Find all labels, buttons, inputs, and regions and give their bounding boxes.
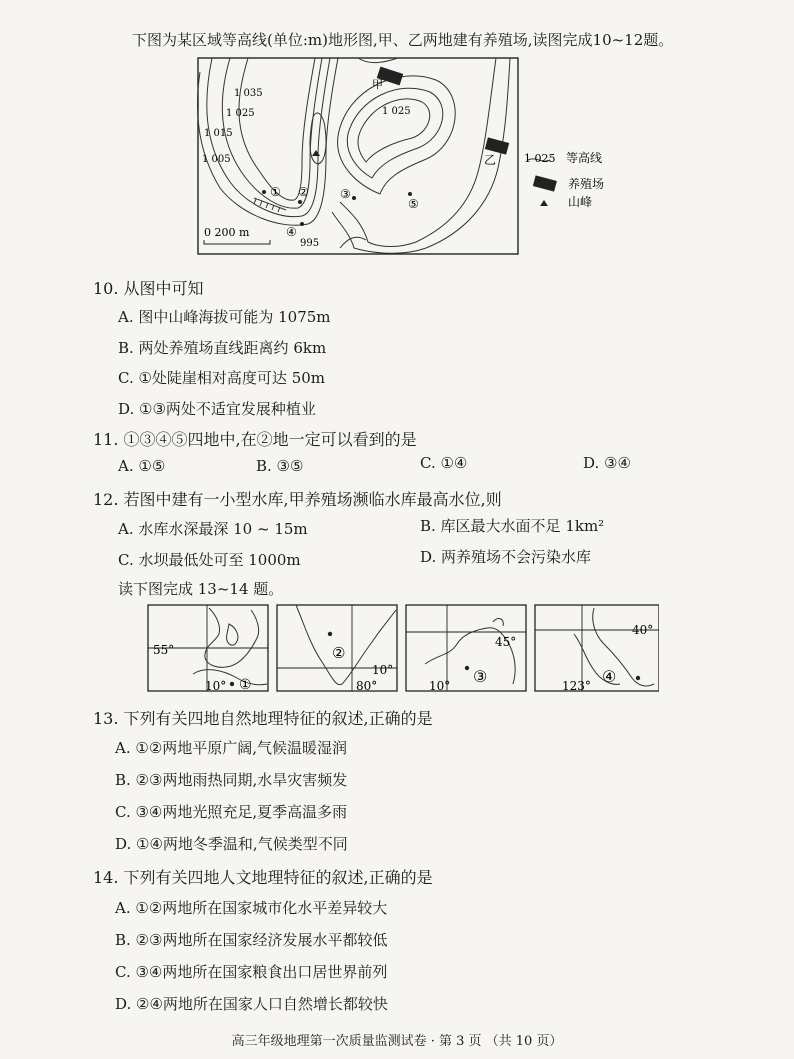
point-3: ③ xyxy=(340,187,351,201)
question-number: 12. xyxy=(93,490,119,509)
intro-text-2: 读下图完成 13~14 题。 xyxy=(118,580,284,598)
option-13-a: A. ①②两地平原广阔,气候温暖湿润 xyxy=(115,739,348,757)
question-12 xyxy=(93,487,502,510)
contour-label: 1 005 xyxy=(202,154,231,165)
option-13-d: D. ①④两地冬季温和,气候类型不同 xyxy=(115,835,348,853)
option-11-d: D. ③④ xyxy=(583,454,631,472)
point-2: ② xyxy=(298,185,309,199)
legend-farm-label: 养殖场 xyxy=(568,177,605,191)
option-12-d: D. 两养殖场不会污染水库 xyxy=(420,548,592,566)
map-1-lon: 10° xyxy=(205,679,227,693)
option-10-a: A. 图中山峰海拔可能为 1075m xyxy=(118,308,331,326)
option-14-d: D. ②④两地所在国家人口自然增长都较快 xyxy=(115,995,388,1013)
small-map-2 xyxy=(277,605,397,693)
scale-bar xyxy=(204,240,270,244)
question-stem: 下列有关四地自然地理特征的叙述,正确的是 xyxy=(123,709,433,728)
contour-line xyxy=(340,58,496,247)
map-2-lat: 10° xyxy=(372,663,394,677)
option-11-c: C. ①④ xyxy=(420,454,468,472)
option-14-a: A. ①②两地所在国家城市化水平差异较大 xyxy=(115,899,388,917)
legend-farm-icon xyxy=(533,175,557,191)
map-4-lon: 123° xyxy=(562,679,591,693)
small-map-4 xyxy=(535,605,659,693)
map-2-point: ② xyxy=(332,644,346,662)
question-number: 11. xyxy=(93,430,119,449)
contour-line xyxy=(338,76,456,194)
option-14-b: B. ②③两地所在国家经济发展水平都较低 xyxy=(115,931,388,949)
option-10-b: B. 两处养殖场直线距离约 6km xyxy=(118,339,327,357)
contour-label: 1 015 xyxy=(204,128,233,139)
question-stem: 若图中建有一小型水库,甲养殖场濒临水库最高水位,则 xyxy=(123,490,502,509)
intro-text: 下图为某区域等高线(单位:m)地形图,甲、乙两地建有养殖场,读图完成10~12题。 xyxy=(132,31,674,49)
map-3-point: ③ xyxy=(473,667,488,686)
point-1: ① xyxy=(270,185,281,199)
page-footer: 高三年级地理第一次质量监测试卷 · 第 3 页 （共 10 页） xyxy=(231,1034,563,1049)
legend-contour-value: 1 025 xyxy=(524,152,556,165)
option-10-d: D. ①③两处不适宜发展种植业 xyxy=(118,400,316,418)
option-12-b: B. 库区最大水面不足 1km² xyxy=(420,517,605,535)
small-map-1 xyxy=(148,605,268,693)
map-1-lat: 55° xyxy=(153,643,175,657)
contour-line xyxy=(347,88,442,178)
map-3-lat: 45° xyxy=(495,635,517,649)
option-11-a: A. ①⑤ xyxy=(118,457,166,475)
point-5: ⑤ xyxy=(408,197,419,211)
question-stem: ①③④⑤四地中,在②地一定可以看到的是 xyxy=(123,430,417,449)
option-13-b: B. ②③两地雨热同期,水旱灾害频发 xyxy=(115,771,348,789)
scale-label: 0 200 m xyxy=(204,226,250,239)
contour-label: 1 035 xyxy=(234,88,263,99)
peak-icon xyxy=(312,150,320,156)
map-4-lat: 40° xyxy=(632,623,654,637)
option-10-c: C. ①处陡崖相对高度可达 50m xyxy=(118,369,326,387)
question-number: 10. xyxy=(93,279,119,298)
map-3-lon: 10° xyxy=(429,679,451,693)
point-4: ④ xyxy=(286,225,297,239)
world-maps-row xyxy=(147,604,659,694)
question-number: 14. xyxy=(93,868,119,887)
contour-line xyxy=(197,58,338,225)
place-label-jia: 甲 xyxy=(372,78,383,91)
question-14 xyxy=(93,865,433,888)
contour-line xyxy=(239,58,315,200)
option-14-c: C. ③④两地所在国家粮食出口居世界前列 xyxy=(115,963,388,981)
contour-label: 1 025 xyxy=(382,106,411,117)
map-2-lon: 80° xyxy=(356,679,378,693)
contour-label: 1 025 xyxy=(226,108,255,119)
option-12-c: C. 水坝最低处可至 1000m xyxy=(118,551,301,569)
legend-contour-label: 等高线 xyxy=(566,151,603,165)
contour-map xyxy=(190,52,640,262)
question-number: 13. xyxy=(93,709,119,728)
option-11-b: B. ③⑤ xyxy=(256,457,304,475)
small-map-3 xyxy=(406,605,526,693)
option-13-c: C. ③④两地光照充足,夏季高温多雨 xyxy=(115,803,348,821)
question-13 xyxy=(93,706,433,729)
question-10 xyxy=(93,276,204,299)
question-11 xyxy=(93,427,417,450)
contour-label: 995 xyxy=(300,238,320,249)
legend-peak-icon xyxy=(540,200,548,206)
option-12-a: A. 水库水深最深 10 ~ 15m xyxy=(118,520,308,538)
map-4-point: ④ xyxy=(602,667,617,686)
question-stem: 从图中可知 xyxy=(123,279,204,298)
place-label-yi: 乙 xyxy=(484,153,497,167)
legend-peak-label: 山峰 xyxy=(568,195,593,209)
question-stem: 下列有关四地人文地理特征的叙述,正确的是 xyxy=(123,868,433,887)
map-1-point: ① xyxy=(239,677,252,693)
